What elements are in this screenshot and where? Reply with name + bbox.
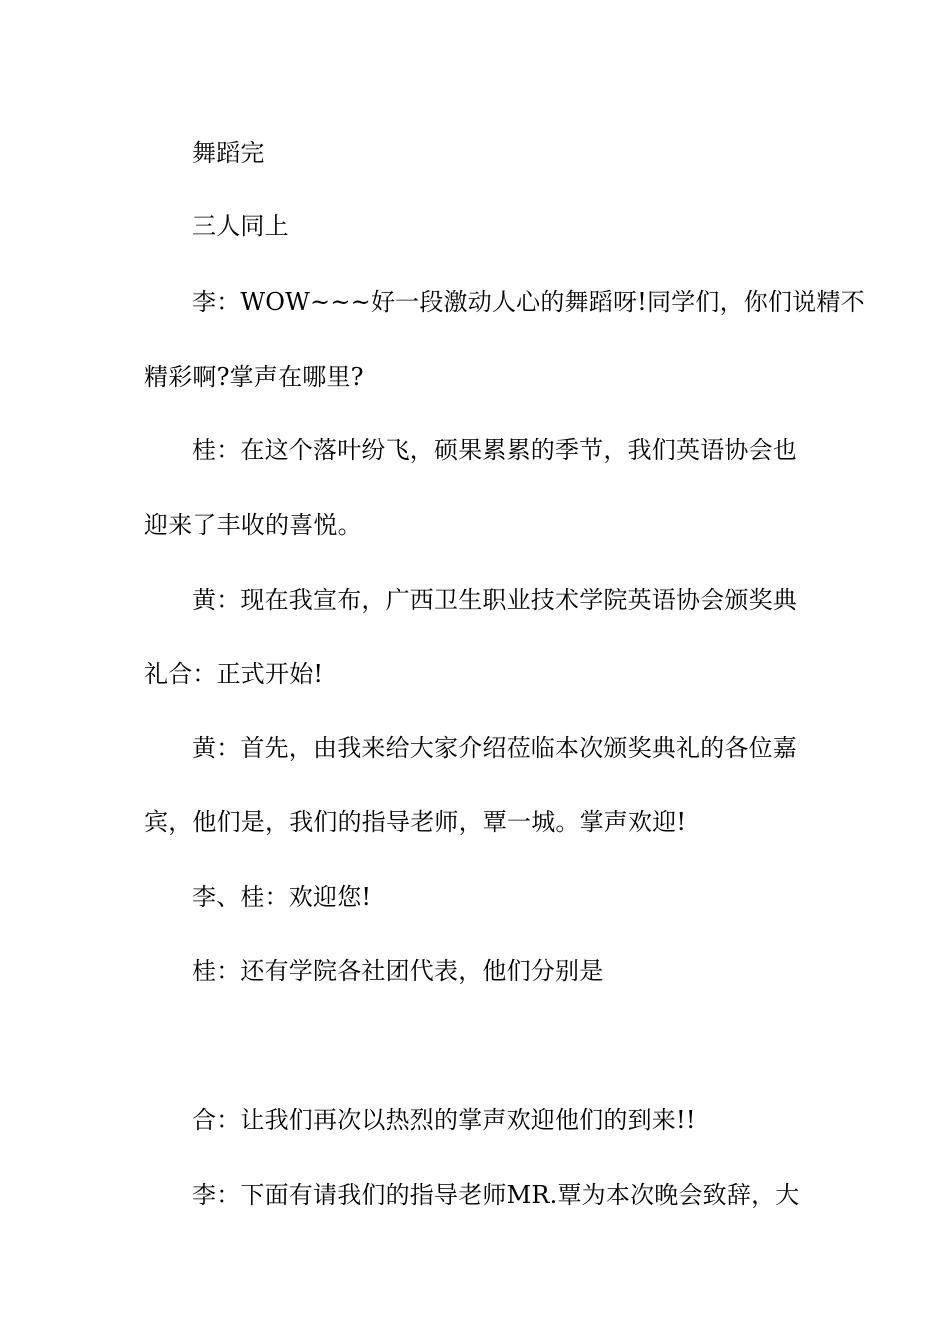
paragraph-line: 宾，他们是，我们的指导老师，覃一城。掌声欢迎! — [144, 808, 687, 836]
paragraph-line: 三人同上 — [192, 212, 289, 240]
paragraph-line: 李、桂：欢迎您! — [192, 883, 372, 911]
paragraph-line: 精彩啊?掌声在哪里? — [144, 363, 364, 391]
paragraph-line: 李：WOW~~~好一段激动人心的舞蹈呀!同学们，你们说精不 — [192, 288, 865, 316]
paragraph-line: 礼合：正式开始! — [144, 660, 324, 688]
paragraph-line: 合：让我们再次以热烈的掌声欢迎他们的到来!! — [192, 1106, 696, 1134]
paragraph-line: 舞蹈完 — [192, 139, 265, 167]
paragraph-line: 李：下面有请我们的指导老师MR.覃为本次晚会致辞，大 — [192, 1181, 800, 1209]
paragraph-line: 迎来了丰收的喜悦。 — [144, 511, 362, 539]
paragraph-line: 黄：首先，由我来给大家介绍莅临本次颁奖典礼的各位嘉 — [192, 734, 797, 762]
paragraph-line: 桂：在这个落叶纷飞，硕果累累的季节，我们英语协会也 — [192, 436, 797, 464]
paragraph-line: 黄：现在我宣布，广西卫生职业技术学院英语协会颁奖典 — [192, 586, 797, 614]
paragraph-line: 桂：还有学院各社团代表，他们分别是 — [192, 957, 604, 985]
